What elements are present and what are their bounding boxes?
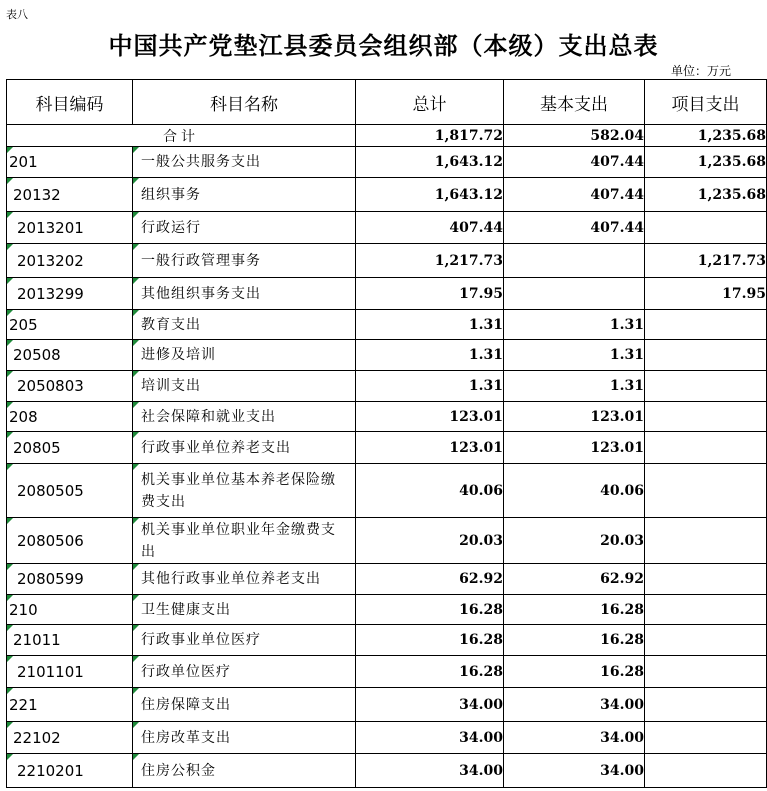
- cell-marker-icon: [7, 595, 13, 601]
- cell-marker-icon: [7, 310, 13, 316]
- total-cell[interactable]: 1,643.12: [356, 178, 504, 212]
- basic-cell[interactable]: [504, 244, 645, 278]
- cell-marker-icon: [133, 722, 139, 728]
- name-cell[interactable]: [133, 625, 356, 656]
- code-text: 2080505: [17, 481, 84, 500]
- table-row: [7, 625, 767, 656]
- table-row: [7, 278, 767, 310]
- cell-marker-icon: [133, 244, 139, 250]
- project-cell[interactable]: [645, 625, 767, 656]
- table-number-label: 表八: [6, 8, 28, 21]
- code-text: 2013202: [17, 251, 84, 270]
- name-text: 行政单位医疗: [141, 663, 231, 680]
- table-row: [7, 371, 767, 402]
- code-cell[interactable]: [7, 147, 133, 178]
- table-row: [7, 722, 767, 754]
- code-text: 20508: [13, 346, 61, 364]
- header-project[interactable]: 项目支出: [645, 80, 767, 125]
- name-text: 培训支出: [141, 378, 201, 394]
- cell-marker-icon: [7, 518, 13, 524]
- table-row: [7, 310, 767, 340]
- code-cell[interactable]: [7, 371, 133, 402]
- cell-marker-icon: [133, 212, 139, 218]
- code-text: 2210201: [17, 761, 84, 780]
- name-cell[interactable]: [133, 340, 356, 371]
- page-title: 中国共产党垫江县委员会组织部（本级）支出总表: [108, 31, 659, 60]
- cell-marker-icon: [7, 432, 13, 438]
- basic-cell[interactable]: 20.03: [504, 518, 645, 564]
- code-text: 22102: [13, 728, 61, 747]
- cell-marker-icon: [133, 754, 139, 760]
- project-cell[interactable]: [645, 340, 767, 371]
- code-text: 208: [9, 407, 38, 426]
- header-row: [7, 80, 767, 125]
- cell-marker-icon: [7, 340, 13, 346]
- total-cell[interactable]: 1,217.73: [356, 244, 504, 278]
- table-row: [7, 178, 767, 212]
- cell-marker-icon: [7, 244, 13, 250]
- name-cell[interactable]: [133, 722, 356, 754]
- basic-cell[interactable]: 123.01: [504, 402, 645, 432]
- code-cell[interactable]: [7, 688, 133, 722]
- cell-marker-icon: [133, 688, 139, 694]
- name-cell[interactable]: [133, 178, 356, 212]
- basic-cell[interactable]: 34.00: [504, 722, 645, 754]
- project-cell[interactable]: [645, 518, 767, 564]
- code-text: 205: [9, 315, 38, 334]
- code-cell[interactable]: [7, 244, 133, 278]
- name-cell[interactable]: [133, 688, 356, 722]
- project-cell[interactable]: [645, 402, 767, 432]
- total-cell[interactable]: 1.31: [356, 340, 504, 371]
- total-cell[interactable]: 34.00: [356, 722, 504, 754]
- table-row: [7, 244, 767, 278]
- total-cell[interactable]: 16.28: [356, 595, 504, 625]
- basic-cell[interactable]: 62.92: [504, 564, 645, 595]
- name-cell[interactable]: [133, 244, 356, 278]
- code-text: 2101101: [17, 662, 84, 681]
- total-cell[interactable]: 16.28: [356, 625, 504, 656]
- total-cell[interactable]: 34.00: [356, 754, 504, 788]
- code-cell[interactable]: [7, 564, 133, 595]
- header-basic[interactable]: 基本支出: [504, 80, 645, 125]
- cell-marker-icon: [7, 178, 13, 184]
- code-text: 2050803: [17, 377, 84, 395]
- total-cell[interactable]: 1.31: [356, 310, 504, 340]
- name-text: 其他组织事务支出: [141, 285, 261, 302]
- cell-marker-icon: [133, 518, 139, 524]
- basic-cell[interactable]: 16.28: [504, 656, 645, 688]
- cell-marker-icon: [133, 147, 139, 153]
- project-cell[interactable]: 17.95: [645, 278, 767, 310]
- code-text: 2080506: [17, 531, 84, 550]
- cell-marker-icon: [133, 625, 139, 631]
- table-row: [7, 518, 767, 564]
- name-text: 机关事业单位基本养老保险缴费支出: [141, 471, 336, 510]
- cell-marker-icon: [133, 432, 139, 438]
- total-row: [7, 125, 767, 147]
- total-basic-cell[interactable]: 582.04: [504, 125, 645, 147]
- basic-cell[interactable]: 407.44: [504, 178, 645, 212]
- name-cell[interactable]: [133, 656, 356, 688]
- code-cell[interactable]: [7, 340, 133, 371]
- code-text: 21011: [13, 631, 61, 649]
- cell-marker-icon: [133, 278, 139, 284]
- cell-marker-icon: [133, 464, 139, 470]
- name-cell[interactable]: [133, 432, 356, 464]
- basic-cell[interactable]: 1.31: [504, 340, 645, 371]
- basic-cell[interactable]: 16.28: [504, 625, 645, 656]
- code-text: 20805: [13, 438, 61, 457]
- table-row: [7, 564, 767, 595]
- name-cell[interactable]: [133, 278, 356, 310]
- project-cell[interactable]: [645, 464, 767, 518]
- total-cell[interactable]: 1.31: [356, 371, 504, 402]
- name-text: 住房改革支出: [141, 729, 231, 746]
- cell-marker-icon: [7, 754, 13, 760]
- total-cell[interactable]: 40.06: [356, 464, 504, 518]
- name-text: 社会保障和就业支出: [141, 408, 276, 425]
- basic-cell[interactable]: 1.31: [504, 371, 645, 402]
- name-cell[interactable]: [133, 212, 356, 244]
- cell-marker-icon: [133, 340, 139, 346]
- cell-marker-icon: [7, 147, 13, 153]
- basic-cell[interactable]: 40.06: [504, 464, 645, 518]
- basic-cell[interactable]: 16.28: [504, 595, 645, 625]
- cell-marker-icon: [7, 402, 13, 408]
- project-cell[interactable]: [645, 212, 767, 244]
- name-text: 进修及培训: [141, 347, 216, 363]
- table-row: [7, 595, 767, 625]
- unit-label: 单位：万元: [670, 64, 731, 78]
- cell-marker-icon: [133, 402, 139, 408]
- cell-marker-icon: [7, 656, 13, 662]
- code-text: 201: [9, 153, 38, 171]
- project-cell[interactable]: [645, 371, 767, 402]
- table-row: [7, 754, 767, 788]
- name-text: 其他行政事业单位养老支出: [141, 571, 321, 587]
- project-cell[interactable]: 1,217.73: [645, 244, 767, 278]
- expenditure-table: [6, 79, 767, 788]
- project-cell[interactable]: [645, 688, 767, 722]
- name-text: 组织事务: [141, 186, 201, 203]
- name-text: 教育支出: [141, 316, 201, 333]
- name-text: 行政事业单位医疗: [141, 632, 261, 648]
- code-cell[interactable]: [7, 754, 133, 788]
- project-cell[interactable]: 1,235.68: [645, 178, 767, 212]
- total-cell[interactable]: 123.01: [356, 432, 504, 464]
- name-text: 一般公共服务支出: [141, 154, 261, 170]
- header-total[interactable]: 总计: [356, 80, 504, 125]
- total-project-cell[interactable]: 1,235.68: [645, 125, 767, 147]
- name-cell[interactable]: [133, 371, 356, 402]
- name-text: 机关事业单位职业年金缴费支出: [141, 521, 336, 560]
- table-row: [7, 212, 767, 244]
- total-cell[interactable]: 34.00: [356, 688, 504, 722]
- code-cell[interactable]: [7, 310, 133, 340]
- code-cell[interactable]: [7, 656, 133, 688]
- total-cell[interactable]: 16.28: [356, 656, 504, 688]
- total-cell[interactable]: 407.44: [356, 212, 504, 244]
- cell-marker-icon: [7, 688, 13, 694]
- table-row: [7, 656, 767, 688]
- name-text: 行政运行: [141, 219, 201, 236]
- basic-cell[interactable]: 407.44: [504, 212, 645, 244]
- code-cell[interactable]: [7, 595, 133, 625]
- project-cell[interactable]: [645, 564, 767, 595]
- name-cell[interactable]: [133, 310, 356, 340]
- cell-marker-icon: [7, 371, 13, 377]
- header-code[interactable]: 科目编码: [7, 80, 133, 125]
- project-cell[interactable]: [645, 595, 767, 625]
- total-cell[interactable]: 62.92: [356, 564, 504, 595]
- cell-marker-icon: [7, 625, 13, 631]
- cell-marker-icon: [133, 656, 139, 662]
- table-row: [7, 464, 767, 518]
- code-cell[interactable]: [7, 432, 133, 464]
- code-cell[interactable]: [7, 178, 133, 212]
- name-text: 行政事业单位养老支出: [141, 439, 291, 456]
- name-text: 住房公积金: [141, 762, 216, 779]
- project-cell[interactable]: [645, 754, 767, 788]
- table-row: [7, 432, 767, 464]
- project-cell[interactable]: [645, 310, 767, 340]
- total-cell[interactable]: 17.95: [356, 278, 504, 310]
- cell-marker-icon: [133, 564, 139, 570]
- cell-marker-icon: [7, 564, 13, 570]
- name-text: 卫生健康支出: [141, 601, 231, 618]
- name-cell[interactable]: [133, 464, 356, 518]
- table-row: [7, 340, 767, 371]
- cell-marker-icon: [7, 464, 13, 470]
- total-cell[interactable]: 20.03: [356, 518, 504, 564]
- name-cell[interactable]: [133, 518, 356, 564]
- code-text: 2013299: [17, 284, 84, 303]
- total-label-cell[interactable]: 合计: [7, 125, 356, 147]
- code-text: 210: [9, 600, 38, 619]
- basic-cell[interactable]: 34.00: [504, 754, 645, 788]
- code-cell[interactable]: [7, 402, 133, 432]
- code-text: 221: [9, 695, 38, 714]
- total-total-cell[interactable]: 1,817.72: [356, 125, 504, 147]
- project-cell[interactable]: 1,235.68: [645, 147, 767, 178]
- table-body: [7, 125, 767, 788]
- basic-cell[interactable]: 407.44: [504, 147, 645, 178]
- name-cell[interactable]: [133, 595, 356, 625]
- basic-cell[interactable]: 1.31: [504, 310, 645, 340]
- code-text: 2013201: [17, 218, 84, 237]
- code-cell[interactable]: [7, 518, 133, 564]
- cell-marker-icon: [133, 178, 139, 184]
- table-row: [7, 402, 767, 432]
- code-cell[interactable]: [7, 722, 133, 754]
- code-cell[interactable]: [7, 212, 133, 244]
- header-name[interactable]: 科目名称: [133, 80, 356, 125]
- cell-marker-icon: [133, 595, 139, 601]
- table-row: [7, 147, 767, 178]
- project-cell[interactable]: [645, 722, 767, 754]
- name-cell[interactable]: [133, 564, 356, 595]
- code-cell[interactable]: [7, 464, 133, 518]
- cell-marker-icon: [7, 212, 13, 218]
- code-cell[interactable]: [7, 278, 133, 310]
- project-cell[interactable]: [645, 432, 767, 464]
- code-cell[interactable]: [7, 625, 133, 656]
- name-cell[interactable]: [133, 754, 356, 788]
- basic-cell[interactable]: 123.01: [504, 432, 645, 464]
- cell-marker-icon: [133, 310, 139, 316]
- name-cell[interactable]: [133, 147, 356, 178]
- total-cell[interactable]: 1,643.12: [356, 147, 504, 178]
- cell-marker-icon: [133, 371, 139, 377]
- name-text: 一般行政管理事务: [141, 252, 261, 269]
- code-text: 2080599: [17, 570, 84, 588]
- basic-cell[interactable]: 34.00: [504, 688, 645, 722]
- basic-cell[interactable]: [504, 278, 645, 310]
- cell-marker-icon: [7, 722, 13, 728]
- name-cell[interactable]: [133, 402, 356, 432]
- total-cell[interactable]: 123.01: [356, 402, 504, 432]
- table-row: [7, 688, 767, 722]
- project-cell[interactable]: [645, 656, 767, 688]
- name-text: 住房保障支出: [141, 696, 231, 713]
- cell-marker-icon: [7, 278, 13, 284]
- code-text: 20132: [13, 185, 61, 204]
